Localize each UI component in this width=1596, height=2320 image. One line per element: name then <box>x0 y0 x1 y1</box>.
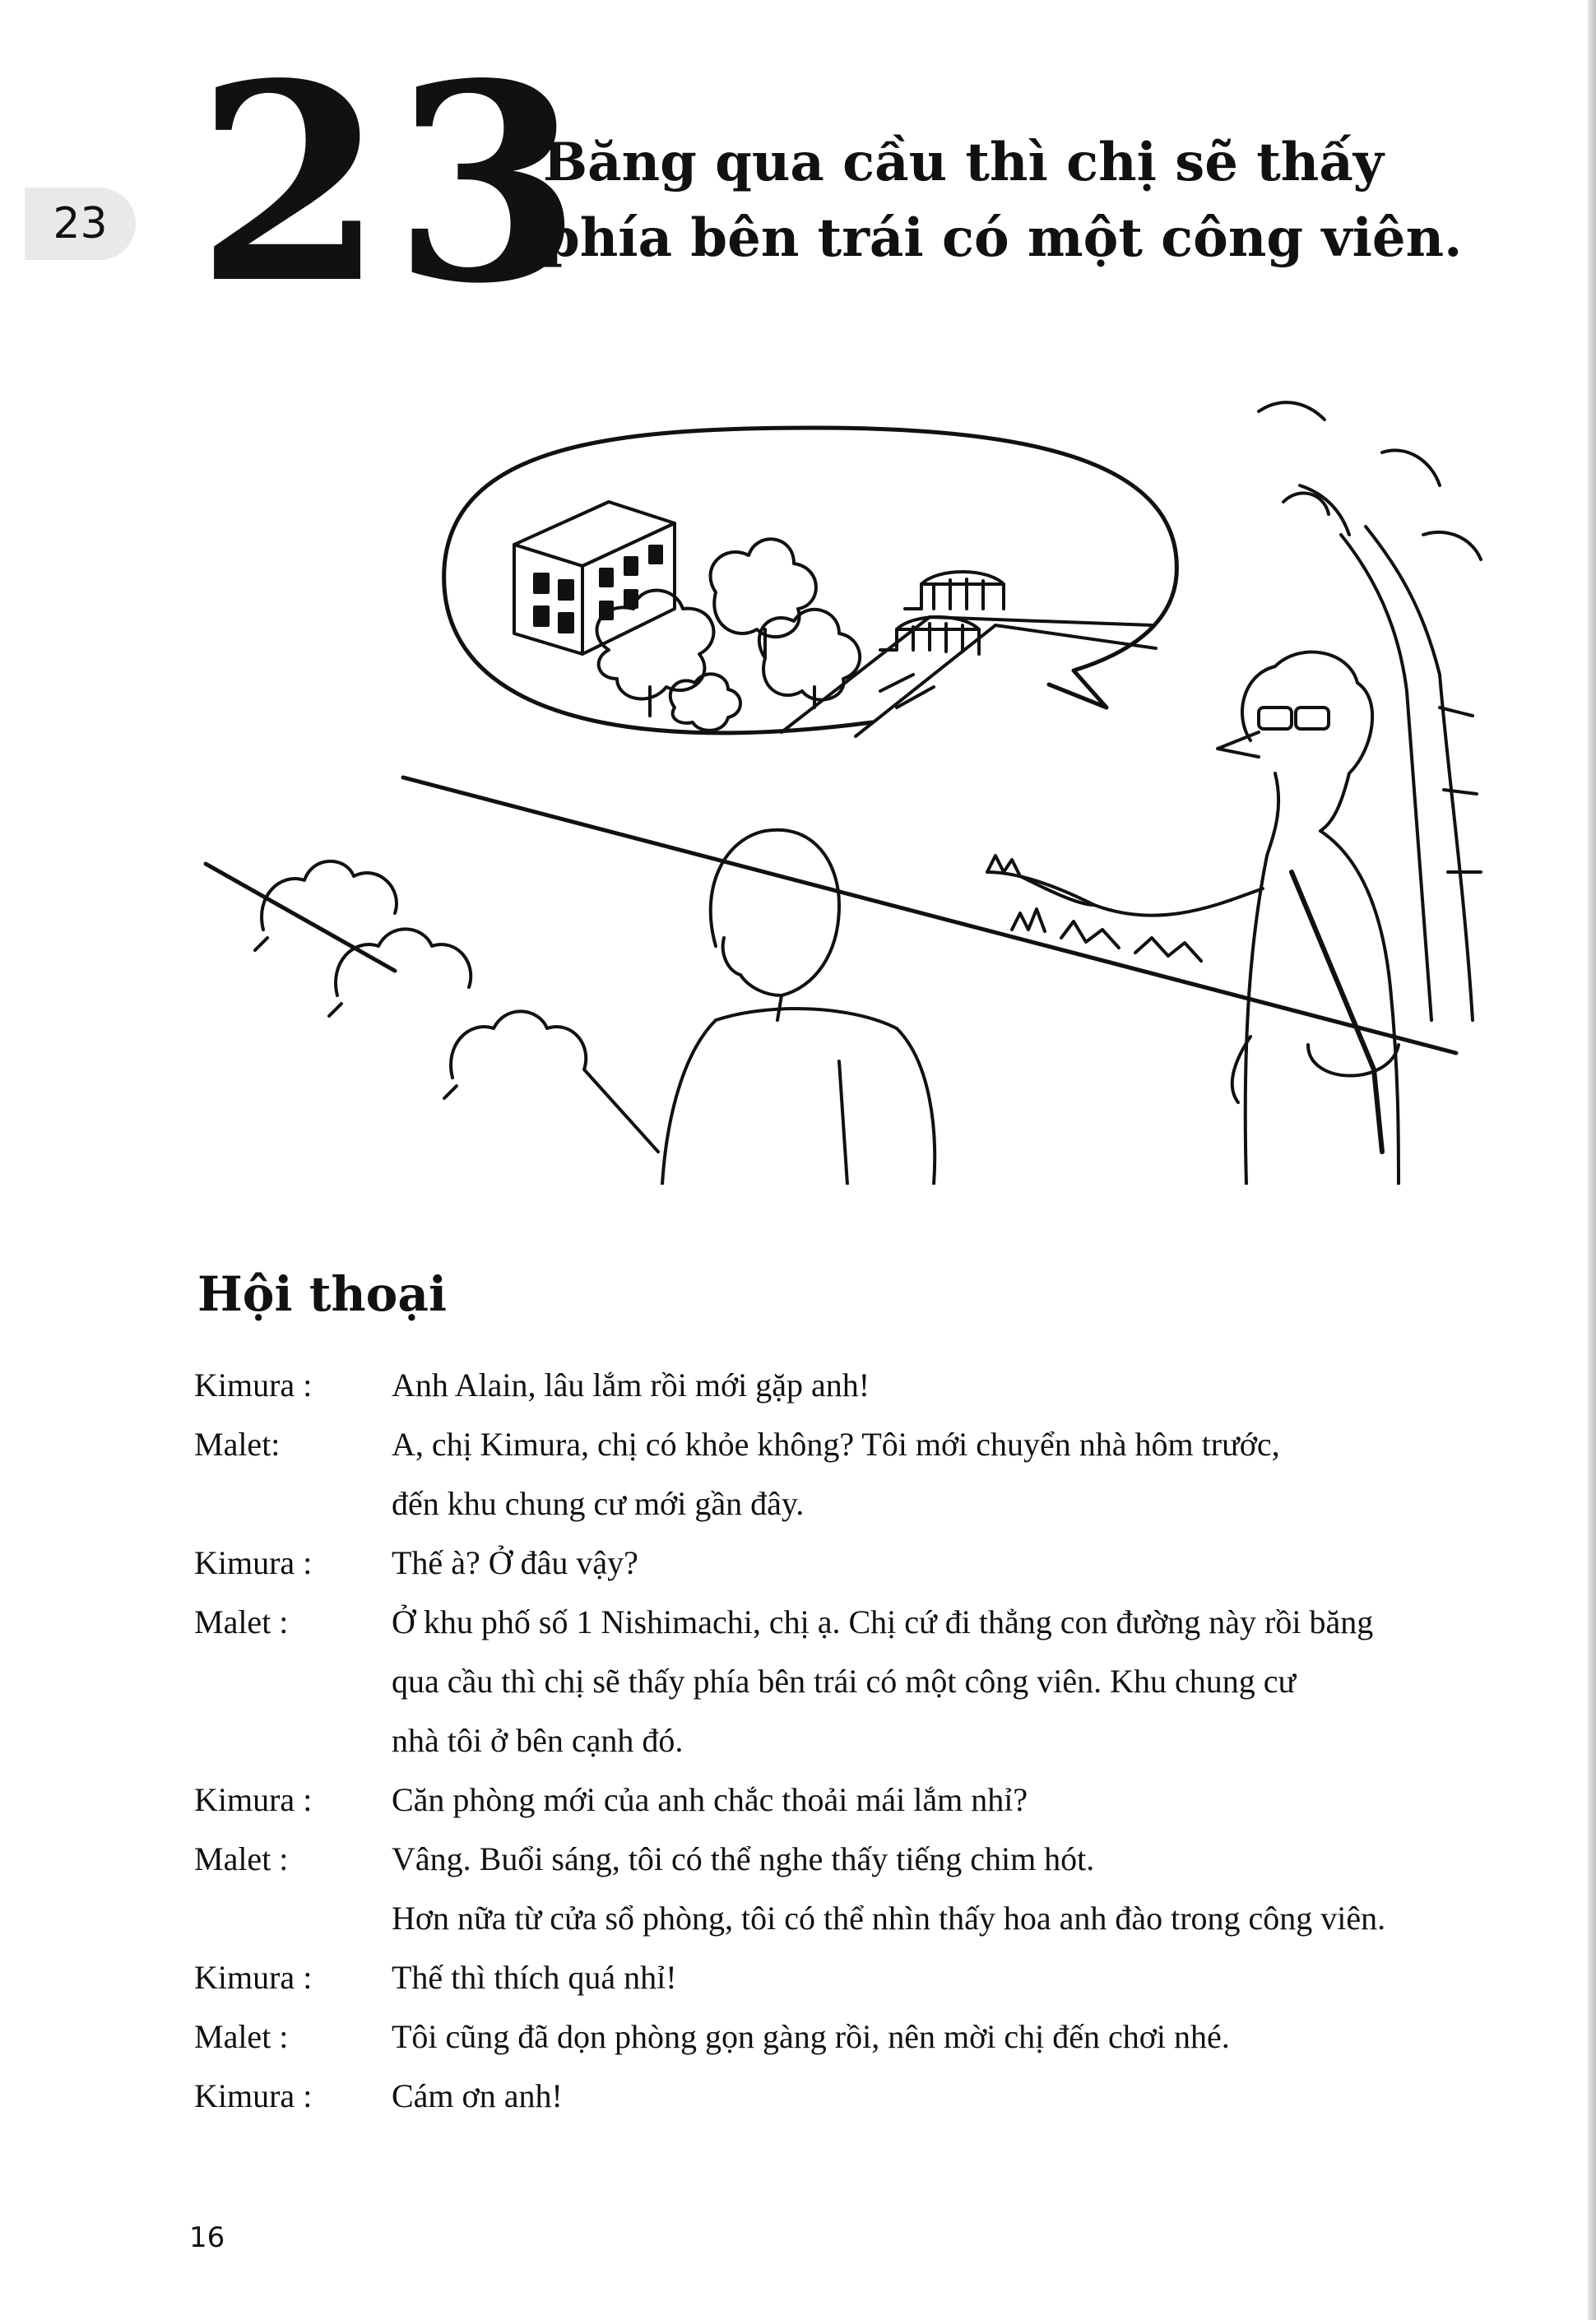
dialogue-turn <box>194 1356 1543 1415</box>
lesson-tab-number: 23 <box>53 199 108 248</box>
speech-line: A, chị Kimura, chị có khỏe không? Tôi mới chuyển nhà hôm trước, <box>392 1426 1280 1463</box>
section-heading: Hội thoại <box>197 1266 447 1322</box>
speaker-label: Kimura : <box>194 1544 313 1581</box>
page-edge <box>1588 0 1596 2320</box>
speech <box>392 2067 1543 2126</box>
speech-line: Vâng. Buổi sáng, tôi có thể nghe thấy tiếng chim hót. <box>392 1840 1095 1877</box>
speaker-label: Kimura : <box>194 2077 313 2114</box>
grass-sketch <box>1012 909 1201 961</box>
bush-sketch <box>255 861 658 1152</box>
speech-line: qua cầu thì chị sẽ thấy phía bên trái có một công viên. Khu chung cư <box>392 1663 1297 1700</box>
speech-line: Căn phòng mới của anh chắc thoải mái lắm nhỉ? <box>392 1781 1028 1818</box>
speaker-label: Kimura : <box>194 1781 313 1818</box>
speech-line: Hơn nữa từ cửa sổ phòng, tôi có thể nhìn thấy hoa anh đào trong công viên. <box>392 1900 1386 1937</box>
dialogue-turn <box>194 2067 1543 2126</box>
woman-figure-sketch <box>662 830 935 1185</box>
speech <box>392 1948 1543 2007</box>
page-number: 16 <box>189 2221 225 2254</box>
lesson-tab <box>25 188 136 260</box>
speech <box>392 1830 1543 1948</box>
lesson-number: 23 <box>196 24 591 343</box>
dialogue <box>194 1356 1543 2126</box>
speaker-label: Malet : <box>194 1840 289 1877</box>
speaker-label: Kimura : <box>194 1366 313 1404</box>
man-figure-sketch <box>987 652 1399 1185</box>
speech-line: Thế à? Ở đâu vậy? <box>392 1544 638 1581</box>
speech <box>392 1356 1543 1415</box>
speech-line: Cám ơn anh! <box>392 2077 563 2114</box>
speech <box>392 2007 1543 2067</box>
speech <box>392 1415 1543 1534</box>
illustration <box>189 362 1489 1185</box>
speaker-label: Malet : <box>194 2018 289 2055</box>
speech-line: Thế thì thích quá nhỉ! <box>392 1959 677 1996</box>
dialogue-turn <box>194 1593 1543 1770</box>
speech-line: nhà tôi ở bên cạnh đó. <box>392 1722 684 1759</box>
lesson-title-line: phía bên trái có một công viên. <box>543 207 1463 269</box>
dialogue-turn <box>194 1534 1543 1593</box>
lesson-title <box>543 125 1530 276</box>
speech <box>392 1534 1543 1593</box>
dialogue-turn <box>194 1415 1543 1534</box>
speech-line: Tôi cũng đã dọn phòng gọn gàng rồi, nên mời chị đến chơi nhé. <box>392 2018 1230 2055</box>
speaker-label: Malet : <box>194 1603 289 1640</box>
dialogue-turn <box>194 2007 1543 2067</box>
speaker-label: Kimura : <box>194 1959 313 1996</box>
speech-line: đến khu chung cư mới gần đây. <box>392 1485 805 1522</box>
speech-line: Anh Alain, lâu lắm rồi mới gặp anh! <box>392 1366 870 1404</box>
dialogue-turn <box>194 1948 1543 2007</box>
dialogue-turn <box>194 1770 1543 1830</box>
lesson-title-line: Băng qua cầu thì chị sẽ thấy <box>543 132 1384 193</box>
dialogue-turn <box>194 1830 1543 1948</box>
speaker-label: Malet: <box>194 1426 281 1463</box>
speech <box>392 1770 1543 1830</box>
building-sketch <box>514 502 675 654</box>
speech-line: Ở khu phố số 1 Nishimachi, chị ạ. Chị cứ đi thẳng con đường này rồi băng <box>392 1603 1374 1640</box>
river-and-bridge-sketch <box>782 572 1156 736</box>
speech <box>392 1593 1543 1770</box>
